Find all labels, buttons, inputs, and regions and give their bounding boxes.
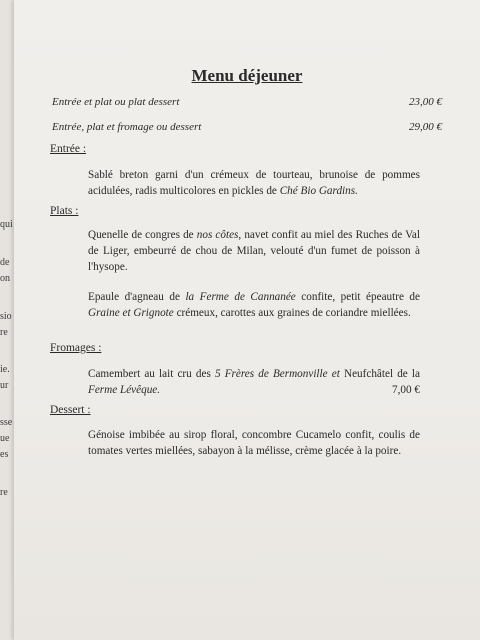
producer-name: la Ferme de Cannanée [185,291,296,303]
producer-name: Graine et Grignote [88,307,174,319]
dish-text: confite, petit épeautre de [295,291,420,303]
producer-name: nos côtes [196,229,239,241]
dish-entree [88,167,420,199]
menu-title: Menu déjeuner [191,66,303,85]
formula-label: Entrée, plat et fromage ou dessert [52,121,202,133]
formula-row [52,121,442,133]
producer-name: Ché Bio Gardins. [279,185,358,197]
dish-plat-1 [88,227,420,275]
dish-text: , navet confit au miel des Ruches de Val de Liger, embeurré de chou de Milan, velouté d'un fumet de poisson à l'hysope. [88,229,420,273]
section-heading-entree: Entrée : [50,143,87,155]
edge-text-fragment: ie. [0,364,10,375]
producer-name: Ferme Lévêque. [88,384,161,396]
edge-text-fragment: ue [0,433,10,444]
formula-price: 29,00 € [409,121,442,133]
dish-text: Epaule d'agneau de [88,291,186,303]
edge-text-fragment: sio [0,311,12,322]
edge-text-fragment: sse [0,417,13,428]
dish-text: Quenelle de congres de [88,229,197,241]
edge-text-fragment: re [0,487,8,498]
formula-price: 23,00 € [409,96,442,108]
edge-text-fragment: ur [0,380,9,391]
dish-dessert [88,427,420,459]
dish-plat-2 [88,289,420,321]
dish-text: Génoise imbibée au sirop floral, concombre Cucamelo confit, coulis de tomates vertes miellées, sabayon à la mélisse, crème glacée à la poire. [88,429,420,457]
edge-text-fragment: de [0,257,10,268]
producer-name: 5 Frères de Bermonville et [214,368,340,380]
edge-text-fragment: re [0,327,8,338]
formula-label: Entrée et plat ou plat dessert [52,96,180,108]
edge-text-fragment: on [0,273,10,284]
edge-text-fragment: qui [0,219,13,230]
section-heading-dessert: Dessert : [50,404,91,416]
section-heading-fromages: Fromages : [50,342,102,354]
formula-row [52,96,442,108]
dish-text: Neufchâtel de la [339,368,420,380]
dish-text: Camembert au lait cru des [88,368,215,380]
edge-text-fragment: es [0,449,9,460]
adjacent-page-edge [0,0,14,640]
fromage-price: 7,00 € [392,384,420,396]
dish-text: crémeux, carottes aux graines de coriandre miellées. [173,307,411,319]
dish-text: Sablé breton garni d'un crémeux de tourteau, brunoise de pommes acidulées, radis multicolores en pickles de [88,169,420,197]
dish-fromage [88,366,420,398]
menu-page [14,0,480,640]
section-heading-plats: Plats : [50,205,79,217]
